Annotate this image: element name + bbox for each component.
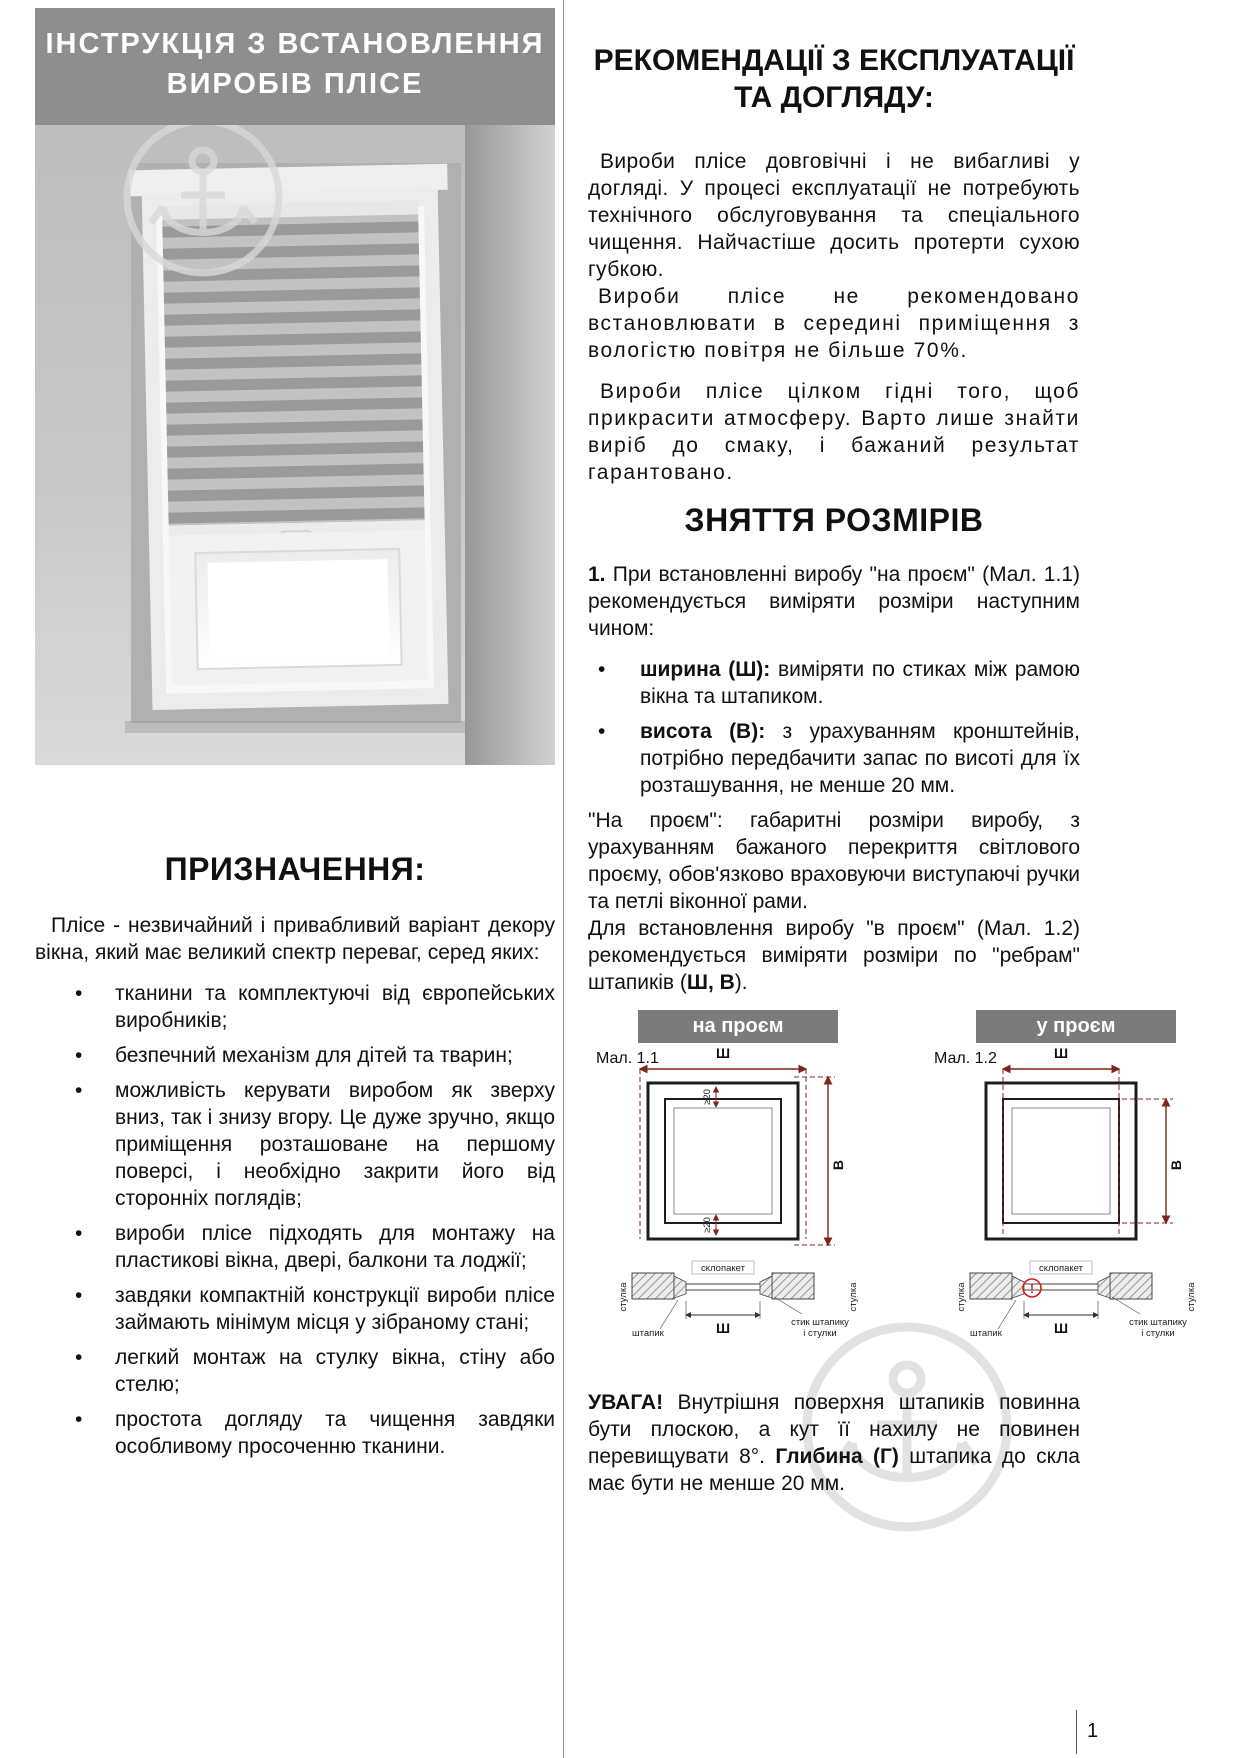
attention-paragraph <box>588 1389 1080 1497</box>
note-v-proem-bold: Ш, В <box>686 971 735 994</box>
bullet-marker: • <box>75 1044 83 1067</box>
bullet-marker: • <box>75 982 83 1005</box>
bullet-marker: • <box>598 720 606 743</box>
list-item-text: легкий монтаж на стулку вікна, стіну або стелю; <box>115 1346 555 1396</box>
list-item <box>35 1042 555 1069</box>
window-illustration <box>35 125 555 765</box>
dim-height-label: В <box>830 1159 846 1171</box>
warning-mark: ! <box>1030 1282 1034 1296</box>
measure-term: ширина (Ш): <box>640 658 771 681</box>
list-item <box>35 1406 555 1460</box>
window-drawing <box>986 1083 1136 1239</box>
glazing-label: склопакет <box>701 1263 745 1274</box>
page-number: 1 <box>1087 1720 1099 1742</box>
purpose-heading: ПРИЗНАЧЕННЯ: <box>164 851 426 887</box>
list-item-text <box>640 656 1080 710</box>
care-title-line2: ТА ДОГЛЯДУ: <box>734 81 934 114</box>
measuring-step <box>588 561 1080 642</box>
window-glass <box>207 559 389 659</box>
purpose-intro: Плісе - незвичайний і привабливий варіант декору вікна, який має великий спектр переваг, серед яких: <box>35 914 555 964</box>
list-item <box>35 1077 555 1212</box>
measure-desc: з урахуванням кронштейнів, потрібно передбачити запас по висоті для їх розташування, не менше 20 мм. <box>640 720 1080 797</box>
section-width-label: Ш <box>1053 1320 1069 1336</box>
measure-term: висота (В): <box>640 720 766 743</box>
list-item <box>588 656 1080 710</box>
list-item <box>588 718 1080 799</box>
cross-section <box>618 1261 859 1339</box>
figure-label: Мал. 1.1 <box>596 1050 659 1067</box>
list-item-text: тканини та комплектуючі від європейських виробників; <box>115 982 555 1032</box>
figure-header-bar: у проєм <box>976 1010 1176 1043</box>
note-v-proem-end: ). <box>734 971 748 994</box>
care-paragraph: Вироби плісе не рекомендовано встановлювати в середині приміщення з вологістю повітря не більше 70%. <box>588 285 1080 362</box>
measuring-heading: ЗНЯТТЯ РОЗМІРІВ <box>684 502 984 538</box>
list-item-text <box>640 718 1080 799</box>
figure-label: Мал. 1.2 <box>934 1050 997 1067</box>
joint-label-line1: стик штапику <box>1129 1317 1187 1328</box>
list-item-text: простота догляду та чищення завдяки особливому просоченню тканини. <box>115 1408 555 1458</box>
wall-corner <box>465 125 555 765</box>
clearance-label: ≥20 <box>702 1217 713 1233</box>
joint-label-line2: і стулки <box>803 1328 837 1339</box>
list-item <box>35 980 555 1034</box>
note-v-proem <box>588 915 1080 996</box>
cross-section <box>956 1261 1197 1339</box>
glazing-label: склопакет <box>1039 1263 1083 1274</box>
sash-label-right: стулка <box>1186 1282 1197 1312</box>
figure-1-1-diagram <box>588 1043 888 1363</box>
bullet-marker: • <box>75 1346 83 1369</box>
list-item-text: завдяки компактній конструкції вироби плісе займають мінімум місця у зібраному стані; <box>115 1284 555 1334</box>
step-text: При встановленні виробу "на проєм" (Мал. 1.1) рекомендується виміряти розміри наступним чином: <box>588 563 1080 640</box>
pleated-blind-photo <box>35 125 555 765</box>
bullet-marker: • <box>75 1222 83 1245</box>
list-item-text: вироби плісе підходять для монтажу на пластикові вікна, двері, балкони та лоджії; <box>115 1222 555 1272</box>
left-column <box>35 0 555 1468</box>
measure-desc: виміряти по стиках між рамою вікна та штапиком. <box>640 658 1080 708</box>
right-column <box>588 0 1197 1497</box>
bullet-marker: • <box>598 658 606 681</box>
bullet-marker: • <box>75 1408 83 1431</box>
figure-1-2-diagram <box>926 1043 1226 1363</box>
list-item <box>35 1282 555 1336</box>
bead-label: штапик <box>632 1328 664 1339</box>
attention-text1: Внутрішня поверхня штапиків повинна бути плоскою, а кут її нахилу не повинен перевищувати 8°. <box>588 1391 1080 1468</box>
figure-na-proem <box>588 1010 888 1363</box>
window-unit <box>129 164 458 711</box>
list-item-text: можливість керувати виробом як зверху вниз, так і знизу вгору. Це дуже зручно, якщо приміщення розташоване на першому поверсі, і необхідно закрити його від сторонніх поглядів; <box>115 1079 555 1210</box>
attention-bold2: Глибина (Г) <box>775 1445 899 1468</box>
sash-label-left: стулка <box>956 1282 967 1312</box>
purpose-list <box>35 980 555 1460</box>
figure-header-bar: на проєм <box>638 1010 838 1043</box>
bullet-marker: • <box>75 1284 83 1307</box>
care-paragraph: Вироби плісе довговічні і не вибагливі у догляді. У процесі експлуатації не потребують технічного обслуговування та спеціального чищення. Найчастіше досить протерти сухою губкою. <box>588 150 1080 281</box>
care-title <box>588 42 1080 116</box>
care-paragraph: Вироби плісе цілком гідні того, щоб прикрасити атмосферу. Варто лише знайти виріб до смаку, і бажаний результат гарантовано. <box>588 380 1080 484</box>
care-title-line1: РЕКОМЕНДАЦІЇ З ЕКСПЛУАТАЦІЇ <box>593 44 1075 77</box>
left-header-line2: ВИРОБІВ ПЛІСЕ <box>166 68 424 100</box>
section-width-label: Ш <box>715 1320 731 1336</box>
sash-label-left: стулка <box>618 1282 629 1312</box>
joint-label-line1: стик штапику <box>791 1317 849 1328</box>
joint-label-line2: і стулки <box>1141 1328 1175 1339</box>
note-na-proem: "На проєм": габаритні розміри виробу, з урахуванням бажаного перекриття світлового проєму, обов'язково враховуючи виступаючі ручки та петлі віконної рами. <box>588 809 1080 913</box>
note-v-proem-text: Для встановлення виробу "в проєм" (Мал. 1.2) рекомендується виміряти розміри по "ребрам" штапиків ( <box>588 917 1080 994</box>
bullet-marker: • <box>75 1079 83 1102</box>
list-item <box>35 1344 555 1398</box>
left-header-line1: ІНСТРУКЦІЯ З ВСТАНОВЛЕННЯ <box>45 28 545 60</box>
window-drawing <box>648 1083 798 1239</box>
sill-shadow <box>125 721 465 733</box>
dim-height-label: В <box>1168 1159 1184 1171</box>
footer-divider <box>1076 1710 1077 1754</box>
height-dimension <box>794 1077 846 1245</box>
attention-text2: штапика до скла має бути не менше 20 мм. <box>588 1445 1080 1495</box>
dim-width-label: Ш <box>1053 1045 1069 1061</box>
dim-width-label: Ш <box>715 1045 731 1061</box>
list-item <box>35 1220 555 1274</box>
figure-u-proem <box>926 1010 1226 1363</box>
clearance-label: ≥20 <box>702 1089 713 1105</box>
column-divider <box>563 0 564 1758</box>
list-item-text: безпечний механізм для дітей та тварин; <box>115 1044 513 1067</box>
attention-lead: УВАГА! <box>588 1391 664 1414</box>
figures-row <box>588 1010 1238 1363</box>
bead-label: штапик <box>970 1328 1002 1339</box>
measuring-list <box>588 656 1080 799</box>
left-header-banner <box>35 8 555 125</box>
page-footer <box>1070 1706 1130 1756</box>
sash-label-right: стулка <box>848 1282 859 1312</box>
step-number: 1. <box>588 563 606 586</box>
